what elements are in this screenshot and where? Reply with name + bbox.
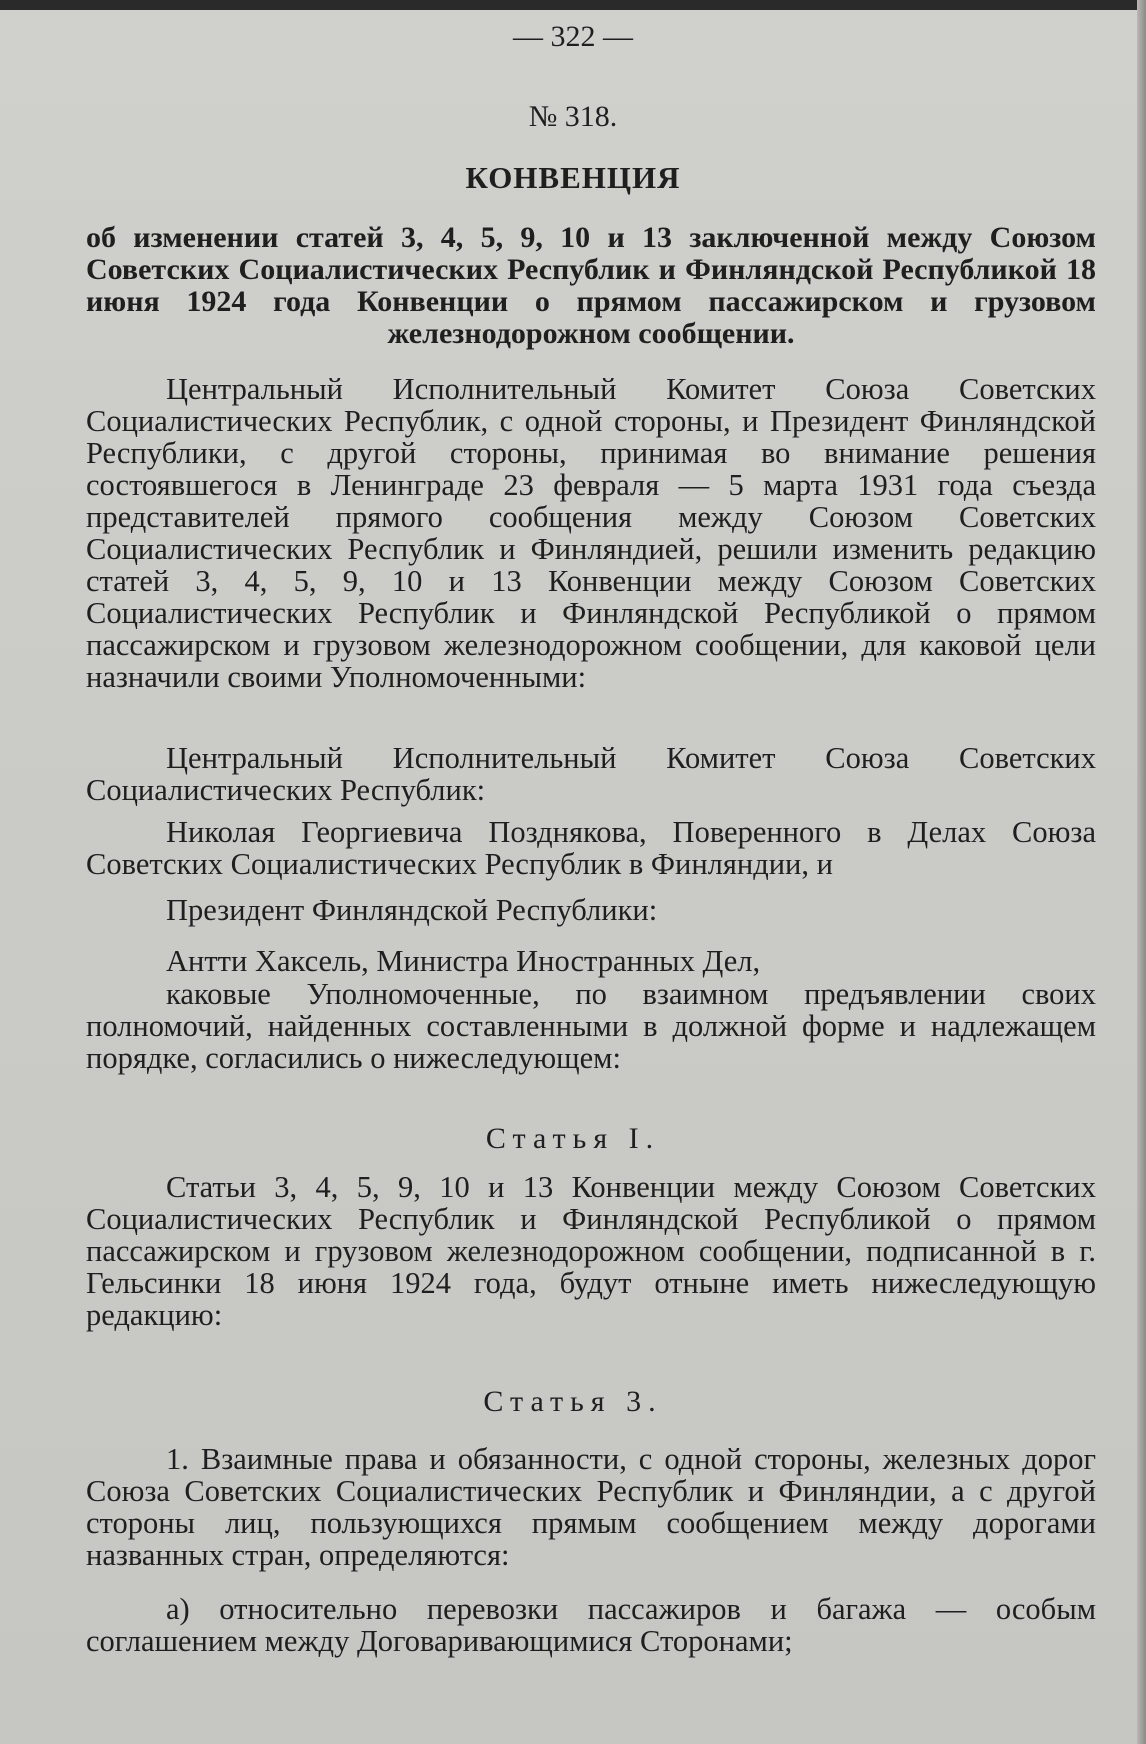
paragraph-agreement: каковые Уполномоченные, по взаимном предъявлении своих полномочий, найденных составленными в должной форме и надлежащем порядке, согласились о нижеследующем: [86,977,1096,1075]
paragraph-preamble: Центральный Исполнительный Комитет Союза Советских Социалистических Республик, с одной стороны, и Президент Финляндской Республики, с другой стороны, принимая во внимание решения состоявшегося в Ленинграде 23 февраля — 5 марта 1931 года съезда представителей прямого сообщения между Союзом Советских Социалистических Республик и Финляндией, решили изменить редакцию статей 3, 4, 5, 9, 10 и 13 Конвенции между Союзом Советских Социалистических Республик и Финляндской Республикой о прямом пассажирском и грузовом железнодорожном сообщении, для каковой цели назначили своими Уполномоченными: [86,372,1096,694]
article-heading-1: Статья I. [485,1122,661,1155]
article-heading-3: Статья 3. [483,1385,663,1418]
paragraph-cec: Центральный Исполнительный Комитет Союза Советских Социалистических Республик: [86,741,1096,807]
scan-top-edge [0,0,1146,10]
paragraph-hackzell: Антти Хаксель, Министра Иностранных Дел, [166,944,761,978]
paragraph-article-3-a: а) относительно перевозки пассажиров и багажа — особым соглашением между Договаривающимися Сторонами; [86,1592,1096,1658]
paragraph-pozdnyakov: Николая Георгиевича Позднякова, Поверенного в Делах Союза Советских Социалистических Республик в Финляндии, и [86,815,1096,881]
document-subtitle: об изменении статей 3, 4, 5, 9, 10 и 13 заключенной между Союзом Советских Социалистических Республик и Финляндской Республикой 18 июня 1924 года Конвенции о прямом пассажирском и грузовом железнодорожном сообщении. [86,221,1096,350]
paragraph-article-3-1: 1. Взаимные права и обязанности, с одной стороны, железных дорог Союза Советских Социалистических Республик и Финляндии, а с другой стороны лиц, пользующихся прямым сообщением между дорогами названных стран, определяются: [86,1442,1096,1572]
paragraph-president: Президент Финляндской Республики: [166,893,658,927]
paragraph-article-1: Статьи 3, 4, 5, 9, 10 и 13 Конвенции между Союзом Советских Социалистических Республик и Финляндской Республикой о прямом пассажирском и грузовом железнодорожном сообщении, подписанной в г. Гельсинки 18 июня 1924 года, будут отныне иметь нижеследующую редакцию: [86,1170,1096,1332]
page-number: — 322 — [513,20,633,53]
document-number: № 318. [528,100,618,133]
scan-right-edge [1137,0,1146,1744]
document-title: КОНВЕНЦИЯ [465,160,681,195]
